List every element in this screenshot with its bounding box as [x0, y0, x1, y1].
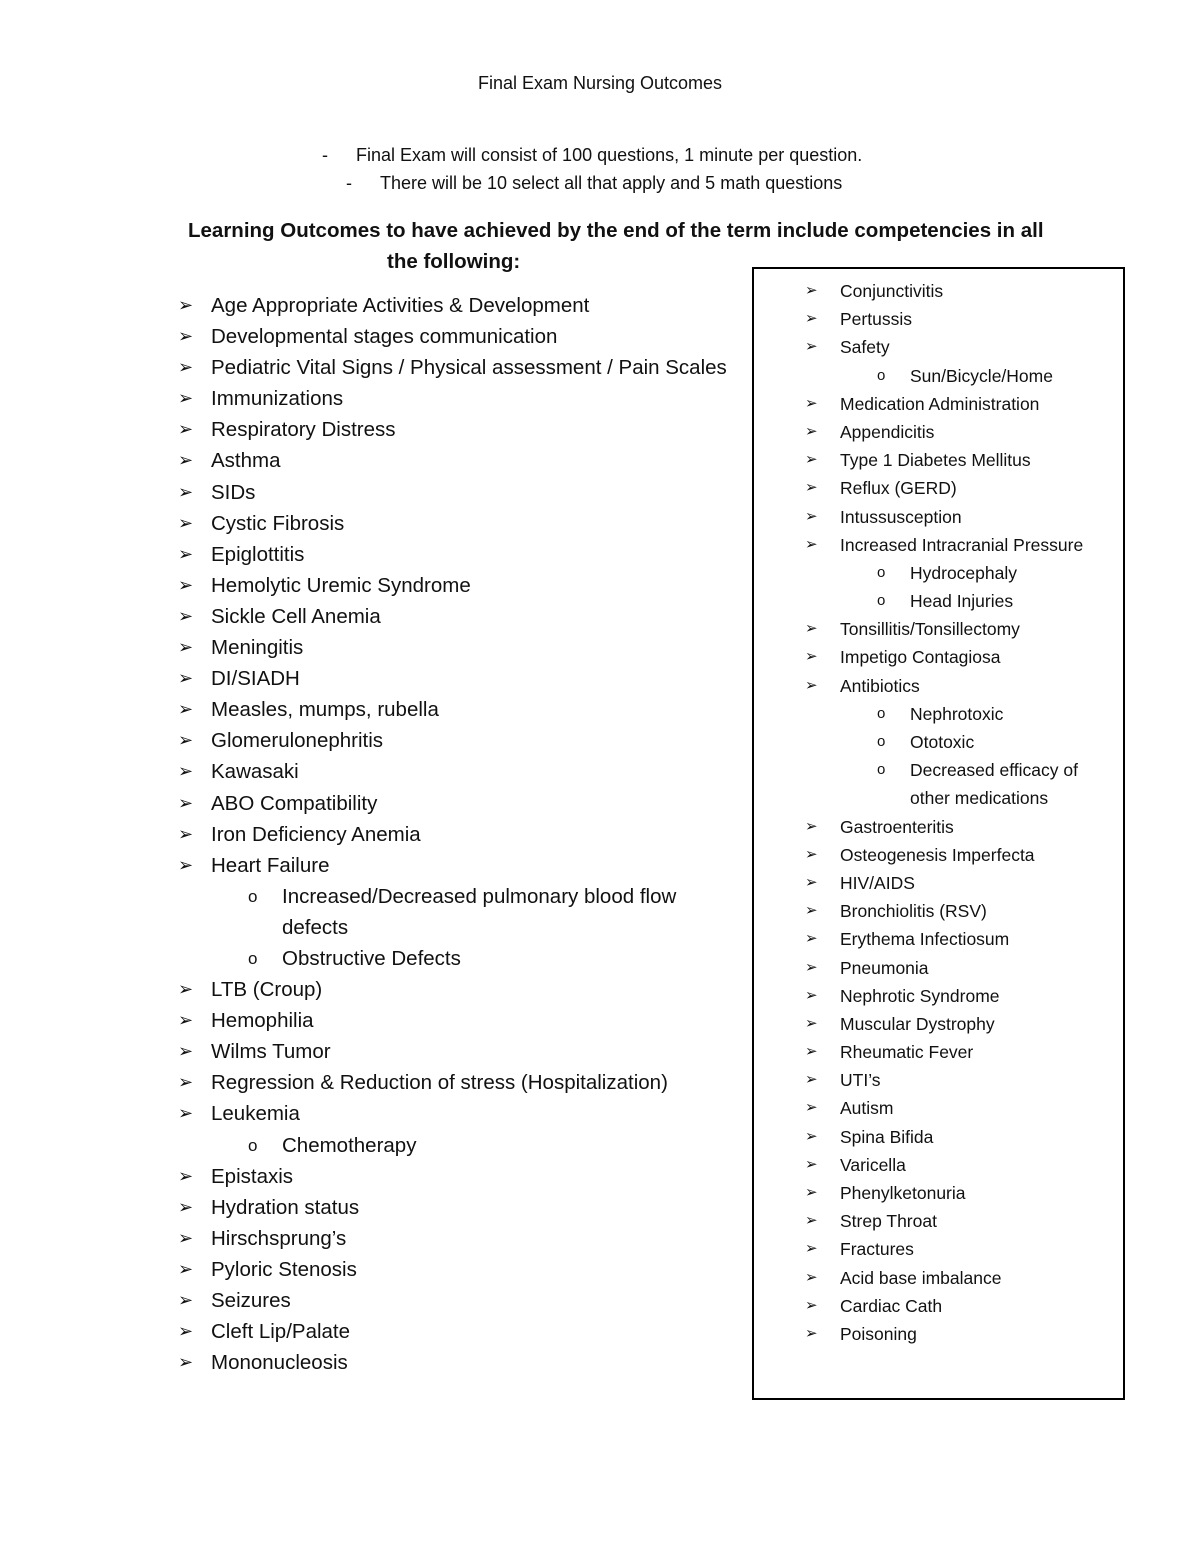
outcome-text: Head Injuries	[910, 591, 1014, 612]
outcome-item	[178, 663, 753, 694]
outcome-text: DI/SIADH	[211, 667, 300, 691]
arrow-bullet-icon: ➢	[178, 761, 194, 782]
outcome-text: Increased/Decreased pulmonary blood flow	[282, 884, 677, 908]
outcome-item	[805, 1010, 1125, 1038]
note-text: There will be 10 select all that apply and 5 math questions	[380, 173, 843, 193]
arrow-bullet-icon: ➢	[805, 620, 818, 638]
arrow-bullet-icon: ➢	[805, 1127, 818, 1145]
arrow-bullet-icon: ➢	[178, 668, 194, 689]
outcome-text: Asthma	[211, 449, 281, 473]
circle-bullet-icon: o	[877, 563, 886, 581]
arrow-bullet-icon: ➢	[805, 282, 818, 299]
outcome-text: Strep Throat	[840, 1211, 937, 1232]
outcome-text: Iron Deficiency Anemia	[211, 822, 421, 846]
exam-note	[346, 173, 842, 194]
outcome-text: Fractures	[840, 1239, 914, 1260]
arrow-bullet-icon: ➢	[805, 338, 818, 356]
outcome-text: Pediatric Vital Signs / Physical assessment / Pain Scales	[211, 356, 727, 380]
outcome-continuation	[178, 912, 753, 943]
outcome-item	[178, 1067, 753, 1098]
outcome-subitem	[805, 587, 1125, 615]
circle-bullet-icon: o	[248, 948, 258, 968]
arrow-bullet-icon: ➢	[178, 543, 194, 564]
arrow-bullet-icon: ➢	[805, 986, 818, 1004]
arrow-bullet-icon: ➢	[805, 1043, 818, 1061]
arrow-bullet-icon: ➢	[805, 1212, 818, 1230]
outcome-subitem	[805, 362, 1125, 390]
outcome-text: Immunizations	[211, 387, 344, 411]
outcome-item	[178, 321, 753, 352]
outcome-text: Chemotherapy	[282, 1133, 417, 1157]
outcome-text: Seizures	[211, 1289, 291, 1312]
outcome-item	[805, 531, 1125, 559]
arrow-bullet-icon: ➢	[178, 450, 194, 471]
circle-bullet-icon: o	[877, 761, 886, 779]
outcome-text: Hemolytic Uremic Syndrome	[211, 573, 471, 597]
arrow-bullet-icon: ➢	[805, 1155, 818, 1173]
outcome-item	[805, 841, 1125, 869]
outcome-item	[805, 305, 1125, 333]
outcome-subitem	[805, 756, 1125, 784]
arrow-bullet-icon: ➢	[178, 1258, 194, 1279]
note-text: Final Exam will consist of 100 questions, 1 minute per question.	[356, 145, 863, 165]
outcome-item	[805, 418, 1125, 446]
outcome-item	[805, 1066, 1125, 1094]
outcome-subitem	[178, 881, 753, 912]
arrow-bullet-icon: ➢	[805, 394, 818, 412]
page-title: Final Exam Nursing Outcomes	[477, 73, 723, 93]
note-dash: -	[322, 145, 328, 165]
outcome-text: Type 1 Diabetes Mellitus	[840, 450, 1031, 471]
outcome-item	[178, 570, 753, 601]
arrow-bullet-icon: ➢	[805, 676, 818, 694]
outcome-text: Sickle Cell Anemia	[211, 604, 381, 628]
outcome-text: Meningitis	[211, 636, 304, 660]
arrow-bullet-icon: ➢	[805, 507, 818, 525]
outcome-item	[805, 333, 1125, 361]
outcome-text: Tonsillitis/Tonsillectomy	[840, 619, 1020, 640]
outcome-text: Bronchiolitis (RSV)	[840, 901, 987, 922]
outcome-text: Pneumonia	[840, 957, 929, 978]
outcome-item	[805, 643, 1125, 671]
arrow-bullet-icon: ➢	[178, 1290, 194, 1310]
outcome-item	[178, 1285, 753, 1316]
outcome-text: Hydration status	[211, 1195, 360, 1219]
outcome-text: Pertussis	[840, 309, 912, 330]
outcome-text: HIV/AIDS	[840, 872, 915, 893]
arrow-bullet-icon: ➢	[178, 979, 194, 1000]
outcome-item	[178, 477, 753, 508]
arrow-bullet-icon: ➢	[178, 1010, 194, 1031]
outcome-item	[178, 1192, 753, 1223]
arrow-bullet-icon: ➢	[805, 535, 818, 553]
arrow-bullet-icon: ➢	[805, 1099, 818, 1117]
outcome-item	[178, 414, 753, 445]
outcome-item	[805, 1179, 1125, 1207]
outcome-text: Heart Failure	[211, 853, 330, 877]
outcome-item	[805, 474, 1125, 502]
outcome-text: Antibiotics	[840, 675, 920, 696]
arrow-bullet-icon: ➢	[178, 823, 194, 844]
arrow-bullet-icon: ➢	[805, 479, 818, 497]
outcome-text: Intussusception	[840, 506, 962, 527]
outcome-text: Hydrocephaly	[910, 562, 1017, 583]
arrow-bullet-icon: ➢	[805, 422, 818, 440]
outcome-item	[805, 897, 1125, 925]
outcome-item	[178, 445, 753, 476]
outcome-item	[178, 508, 753, 539]
outcome-text: Erythema Infectiosum	[840, 929, 1010, 950]
outcome-text: Hirschsprung’s	[211, 1226, 347, 1250]
arrow-bullet-icon: ➢	[805, 451, 818, 469]
arrow-bullet-icon: ➢	[178, 512, 194, 533]
left-outcome-list	[178, 290, 753, 1378]
outcome-text: Osteogenesis Imperfecta	[840, 844, 1035, 865]
outcome-text: Safety	[840, 337, 890, 358]
outcome-item	[805, 446, 1125, 474]
outcome-text: Developmental stages communication	[211, 325, 558, 349]
outcome-text: Regression & Reduction of stress (Hospitalization)	[211, 1071, 668, 1095]
outcome-item	[178, 290, 753, 321]
outcome-item	[805, 1264, 1125, 1292]
outcome-text: Sun/Bicycle/Home	[910, 365, 1053, 386]
arrow-bullet-icon: ➢	[805, 930, 818, 948]
outcome-item	[805, 672, 1125, 700]
outcome-text: Epiglottitis	[211, 542, 305, 566]
outcome-subitem	[805, 728, 1125, 756]
outcome-text: LTB (Croup)	[211, 978, 323, 1002]
outcome-item	[178, 974, 753, 1005]
outcome-text: SIDs	[211, 480, 256, 504]
heading-line: the following:	[387, 250, 521, 273]
outcome-text: Autism	[840, 1098, 894, 1119]
outcome-item	[805, 1038, 1125, 1066]
outcome-text: Pyloric Stenosis	[211, 1257, 357, 1281]
outcome-item	[805, 1320, 1125, 1348]
outcome-text: Cystic Fibrosis	[211, 511, 345, 535]
arrow-bullet-icon: ➢	[178, 295, 194, 315]
outcome-text: Phenylketonuria	[840, 1183, 966, 1203]
outcome-text: Increased Intracranial Pressure	[840, 534, 1084, 555]
outcome-item	[805, 1235, 1125, 1263]
outcome-item	[178, 1223, 753, 1254]
arrow-bullet-icon: ➢	[805, 845, 818, 863]
outcome-text: Mononucleosis	[211, 1351, 348, 1375]
outcome-item	[178, 1036, 753, 1067]
outcome-text: ABO Compatibility	[211, 791, 378, 815]
arrow-bullet-icon: ➢	[178, 1196, 194, 1217]
circle-bullet-icon: o	[248, 886, 258, 906]
outcome-item	[805, 925, 1125, 953]
outcome-text: defects	[282, 915, 349, 939]
outcome-text: Cleft Lip/Palate	[211, 1320, 351, 1344]
outcome-item	[178, 632, 753, 663]
outcome-item	[805, 813, 1125, 841]
outcome-text: Varicella	[840, 1154, 906, 1175]
outcome-text: Wilms Tumor	[211, 1040, 331, 1064]
outcome-text: Hemophilia	[211, 1009, 314, 1033]
outcome-item	[178, 1316, 753, 1347]
outcome-text: Measles, mumps, rubella	[211, 698, 439, 722]
outcome-item	[805, 503, 1125, 531]
arrow-bullet-icon: ➢	[805, 1071, 818, 1089]
outcome-item	[178, 1161, 753, 1192]
arrow-bullet-icon: ➢	[805, 1014, 818, 1032]
arrow-bullet-icon: ➢	[178, 1041, 194, 1062]
outcome-text: Respiratory Distress	[211, 418, 396, 442]
arrow-bullet-icon: ➢	[178, 1072, 194, 1093]
outcome-item	[805, 277, 1125, 305]
outcome-item	[178, 601, 753, 632]
outcome-item	[805, 1151, 1125, 1179]
arrow-bullet-icon: ➢	[178, 1103, 194, 1124]
arrow-bullet-icon: ➢	[178, 792, 194, 813]
arrow-bullet-icon: ➢	[178, 357, 194, 378]
outcome-item	[805, 1292, 1125, 1320]
outcome-text: Spina Bifida	[840, 1126, 934, 1147]
circle-bullet-icon: o	[877, 704, 886, 722]
arrow-bullet-icon: ➢	[805, 1296, 818, 1314]
outcome-continuation	[805, 784, 1125, 812]
outcome-text: Acid base imbalance	[840, 1267, 1002, 1288]
arrow-bullet-icon: ➢	[178, 605, 194, 626]
outcome-item	[178, 788, 753, 819]
outcome-item	[178, 725, 753, 756]
outcome-text: Kawasaki	[211, 760, 299, 784]
arrow-bullet-icon: ➢	[178, 730, 194, 751]
outcome-subitem	[178, 943, 753, 974]
outcome-item	[805, 615, 1125, 643]
arrow-bullet-icon: ➢	[178, 326, 194, 347]
right-outcome-list	[805, 277, 1125, 1348]
arrow-bullet-icon: ➢	[178, 1352, 194, 1373]
outcome-item	[805, 1094, 1125, 1122]
arrow-bullet-icon: ➢	[805, 1184, 818, 1201]
arrow-bullet-icon: ➢	[805, 1240, 818, 1258]
outcome-text: Rheumatic Fever	[840, 1042, 974, 1063]
outcome-item	[178, 756, 753, 787]
outcome-item	[178, 1098, 753, 1129]
outcome-text: Epistaxis	[211, 1164, 294, 1188]
outcome-text: Conjunctivitis	[840, 281, 944, 301]
outcome-item	[178, 383, 753, 414]
outcome-text: Obstructive Defects	[282, 946, 461, 970]
outcome-item	[805, 954, 1125, 982]
outcome-item	[178, 539, 753, 570]
outcome-text: Impetigo Contagiosa	[840, 647, 1001, 668]
outcome-item	[178, 1254, 753, 1285]
outcome-item	[178, 352, 753, 383]
arrow-bullet-icon: ➢	[805, 873, 818, 891]
arrow-bullet-icon: ➢	[178, 419, 194, 440]
arrow-bullet-icon: ➢	[178, 388, 194, 409]
outcome-text: Nephrotic Syndrome	[840, 985, 1000, 1006]
arrow-bullet-icon: ➢	[178, 699, 194, 720]
outcome-item	[178, 1005, 753, 1036]
outcome-text: Medication Administration	[840, 393, 1040, 414]
circle-bullet-icon: o	[877, 366, 886, 384]
outcome-text: Age Appropriate Activities & Development	[211, 294, 590, 317]
outcome-text: other medications	[910, 788, 1049, 809]
note-dash: -	[346, 173, 352, 193]
outcome-text: Muscular Dystrophy	[840, 1013, 995, 1034]
arrow-bullet-icon: ➢	[178, 1165, 194, 1186]
outcome-item	[805, 390, 1125, 418]
outcome-item	[178, 850, 753, 881]
arrow-bullet-icon: ➢	[178, 1227, 194, 1248]
arrow-bullet-icon: ➢	[178, 1321, 194, 1342]
outcome-item	[805, 869, 1125, 897]
outcome-text: Gastroenteritis	[840, 816, 954, 837]
outcome-text: Leukemia	[211, 1102, 300, 1126]
outcome-text: Nephrotoxic	[910, 703, 1004, 724]
outcome-text: UTI’s	[840, 1070, 881, 1091]
outcome-text: Glomerulonephritis	[211, 729, 384, 753]
outcome-item	[805, 1123, 1125, 1151]
arrow-bullet-icon: ➢	[178, 854, 194, 875]
outcome-item	[805, 982, 1125, 1010]
outcome-text: Ototoxic	[910, 732, 975, 752]
arrow-bullet-icon: ➢	[805, 902, 818, 920]
arrow-bullet-icon: ➢	[805, 1268, 818, 1286]
outcome-item	[178, 694, 753, 725]
arrow-bullet-icon: ➢	[178, 574, 194, 595]
heading-line: Learning Outcomes to have achieved by the end of the term include competencies in all	[188, 219, 1044, 242]
arrow-bullet-icon: ➢	[805, 310, 818, 328]
circle-bullet-icon: o	[248, 1135, 258, 1155]
arrow-bullet-icon: ➢	[805, 1324, 818, 1342]
arrow-bullet-icon: ➢	[805, 958, 818, 976]
outcome-item	[178, 1347, 753, 1378]
outcome-subitem	[178, 1130, 753, 1161]
circle-bullet-icon: o	[877, 592, 886, 610]
arrow-bullet-icon: ➢	[178, 637, 194, 658]
arrow-bullet-icon: ➢	[178, 481, 194, 502]
circle-bullet-icon: o	[877, 733, 886, 750]
arrow-bullet-icon: ➢	[805, 648, 818, 666]
outcome-item	[805, 1207, 1125, 1235]
outcome-subitem	[805, 700, 1125, 728]
outcome-text: Poisoning	[840, 1323, 917, 1344]
outcome-text: Decreased efficacy of	[910, 760, 1078, 781]
outcome-item	[178, 819, 753, 850]
outcome-text: Cardiac Cath	[840, 1295, 943, 1316]
exam-note	[322, 145, 862, 166]
arrow-bullet-icon: ➢	[805, 817, 818, 835]
outcome-text: Reflux (GERD)	[840, 478, 957, 499]
outcome-subitem	[805, 559, 1125, 587]
outcome-text: Appendicitis	[840, 421, 935, 442]
